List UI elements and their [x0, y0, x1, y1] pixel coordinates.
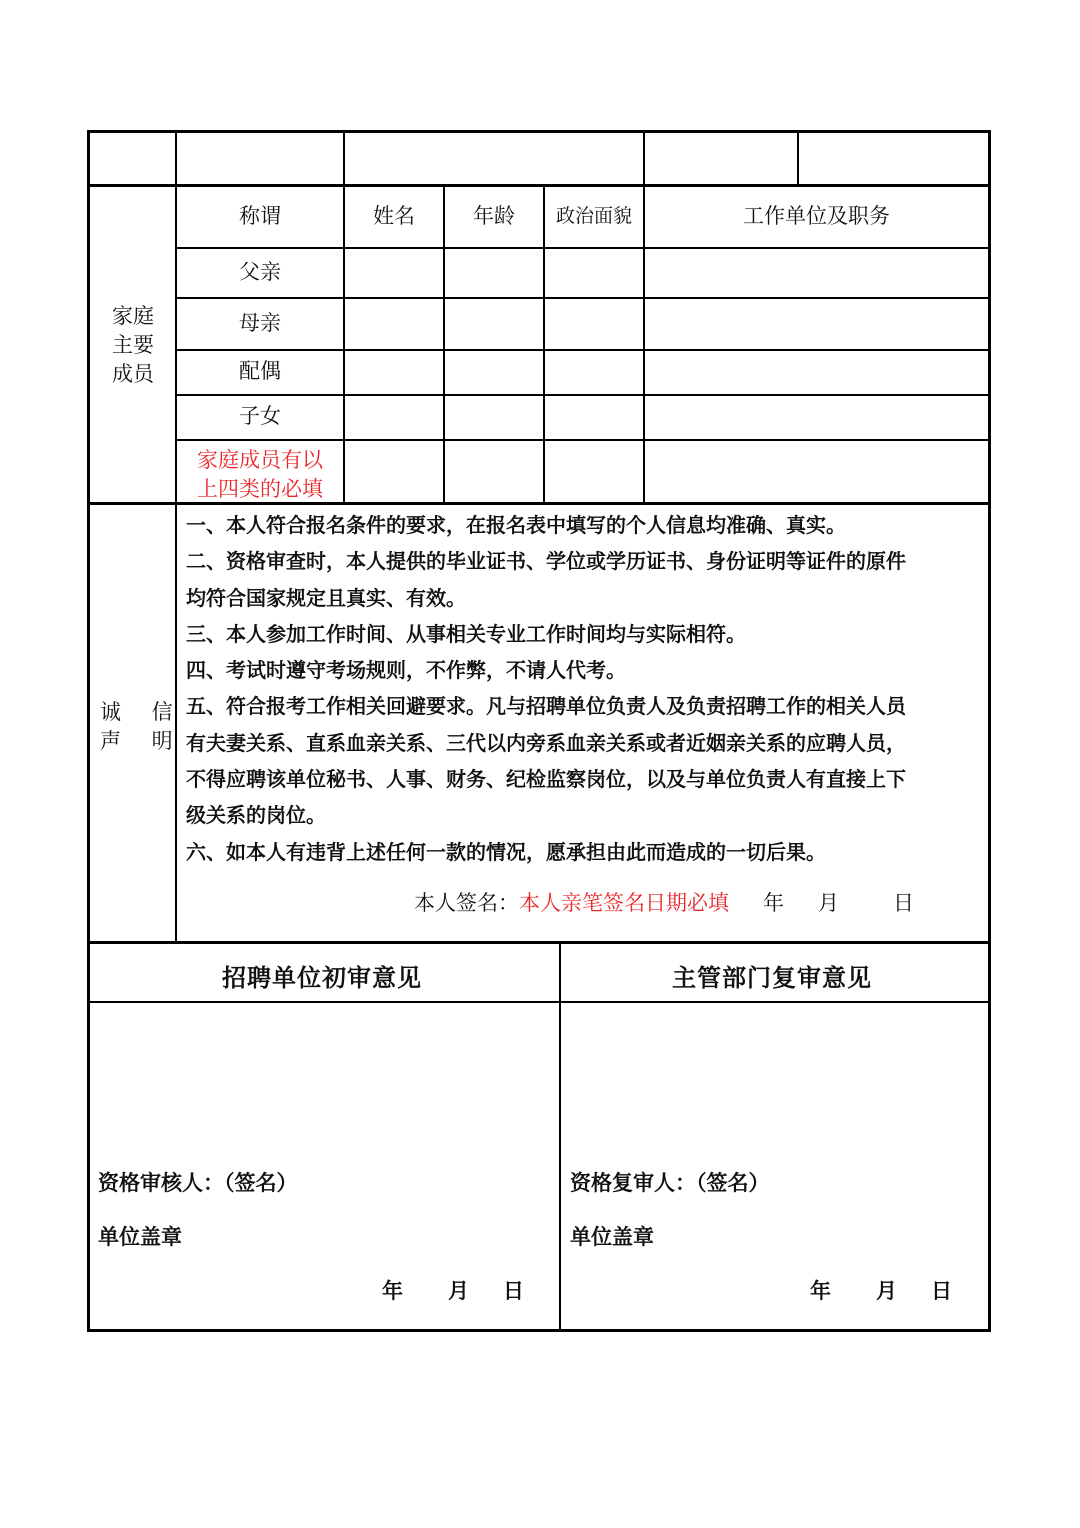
required-note-line: 上四类的必填: [197, 477, 323, 501]
family-section-label: [90, 302, 176, 389]
initial-unit-seal: 单位盖章: [98, 1224, 182, 1249]
header-age: 年龄: [473, 204, 515, 228]
header-work: 工作单位及职务: [743, 204, 890, 228]
declaration-line: 四、考试时遵守考场规则，不作弊，不请人代考。: [186, 658, 626, 682]
declaration-line: 二、资格审查时，本人提供的毕业证书、学位或学历证书、身份证明等证件的原件: [186, 549, 906, 573]
column-divider: [443, 184, 445, 503]
signature-required-note: 本人亲笔签名日期必填: [519, 891, 729, 915]
declaration-label-line: 声 明: [100, 729, 185, 753]
initial-review-date: [382, 1275, 524, 1305]
initial-year: 年: [382, 1278, 403, 1303]
declaration-line: 五、符合报考工作相关回避要求。凡与招聘单位负责人及负责招聘工作的相关人员: [186, 694, 906, 718]
declaration-label-line: 诚 信: [100, 700, 185, 724]
row-divider: [176, 297, 991, 299]
header-relation: 称谓: [239, 204, 281, 228]
header-name: 姓名: [373, 204, 415, 228]
declaration-line: 级关系的岗位。: [186, 803, 326, 827]
table-bottom-border: [88, 1329, 991, 1332]
required-note-line: 家庭成员有以: [197, 448, 323, 472]
table-right-border: [988, 130, 991, 1332]
secondary-review-title: 主管部门复审意见: [672, 963, 872, 992]
relation-father: 父亲: [239, 260, 281, 284]
row-divider: [88, 1001, 991, 1003]
secondary-reviewer-signature: 资格复审人：（签名）: [570, 1170, 770, 1195]
signature-day: 日: [893, 891, 914, 915]
column-divider: [175, 130, 177, 942]
row-divider: [176, 349, 991, 351]
signature-year: 年: [763, 891, 784, 915]
secondary-month: 月: [876, 1278, 897, 1303]
row-divider: [88, 941, 991, 944]
initial-review-title: 招聘单位初审意见: [222, 963, 422, 992]
secondary-day: 日: [931, 1278, 952, 1303]
declaration-line: 三、本人参加工作时间、从事相关专业工作时间均与实际相符。: [186, 622, 746, 646]
signature-month: 月: [818, 891, 839, 915]
row-divider: [176, 247, 991, 249]
row-divider: [88, 184, 991, 187]
initial-reviewer-signature: 资格审核人：（签名）: [98, 1170, 298, 1195]
initial-month: 月: [448, 1278, 469, 1303]
declaration-line: 均符合国家规定且真实、有效。: [186, 586, 466, 610]
declaration-line: 六、如本人有违背上述任何一款的情况，愿承担由此而造成的一切后果。: [186, 840, 826, 864]
column-divider: [543, 184, 545, 503]
column-divider: [559, 941, 561, 1331]
secondary-review-date: [810, 1275, 952, 1305]
declaration-line: 不得应聘该单位秘书、人事、财务、纪检监察岗位，以及与单位负责人有直接上下: [186, 767, 906, 791]
signature-label: 本人签名：: [414, 891, 519, 915]
family-label-line: 家庭: [112, 304, 154, 328]
relation-children: 子女: [239, 404, 281, 428]
secondary-unit-seal: 单位盖章: [570, 1224, 654, 1249]
relation-mother: 母亲: [239, 311, 281, 335]
declaration-line: 有夫妻关系、直系血亲关系、三代以内旁系血亲关系或者近姻亲关系的应聘人员，: [186, 731, 906, 755]
table-top-border: [88, 130, 991, 133]
relation-spouse: 配偶: [239, 359, 281, 383]
family-label-line: 成员: [112, 362, 154, 386]
secondary-year: 年: [810, 1278, 831, 1303]
header-political: 政治面貌: [555, 205, 632, 227]
initial-day: 日: [503, 1278, 524, 1303]
declaration-line: 一、本人符合报名条件的要求，在报名表中填写的个人信息均准确、真实。: [186, 513, 846, 537]
declaration-section-label: [100, 698, 185, 756]
signature-line: [414, 887, 914, 917]
row-divider: [176, 439, 991, 441]
column-divider: [643, 130, 645, 503]
column-divider: [797, 130, 799, 185]
row-divider: [176, 394, 991, 396]
required-note: [176, 446, 344, 504]
family-label-line: 主要: [112, 333, 154, 357]
